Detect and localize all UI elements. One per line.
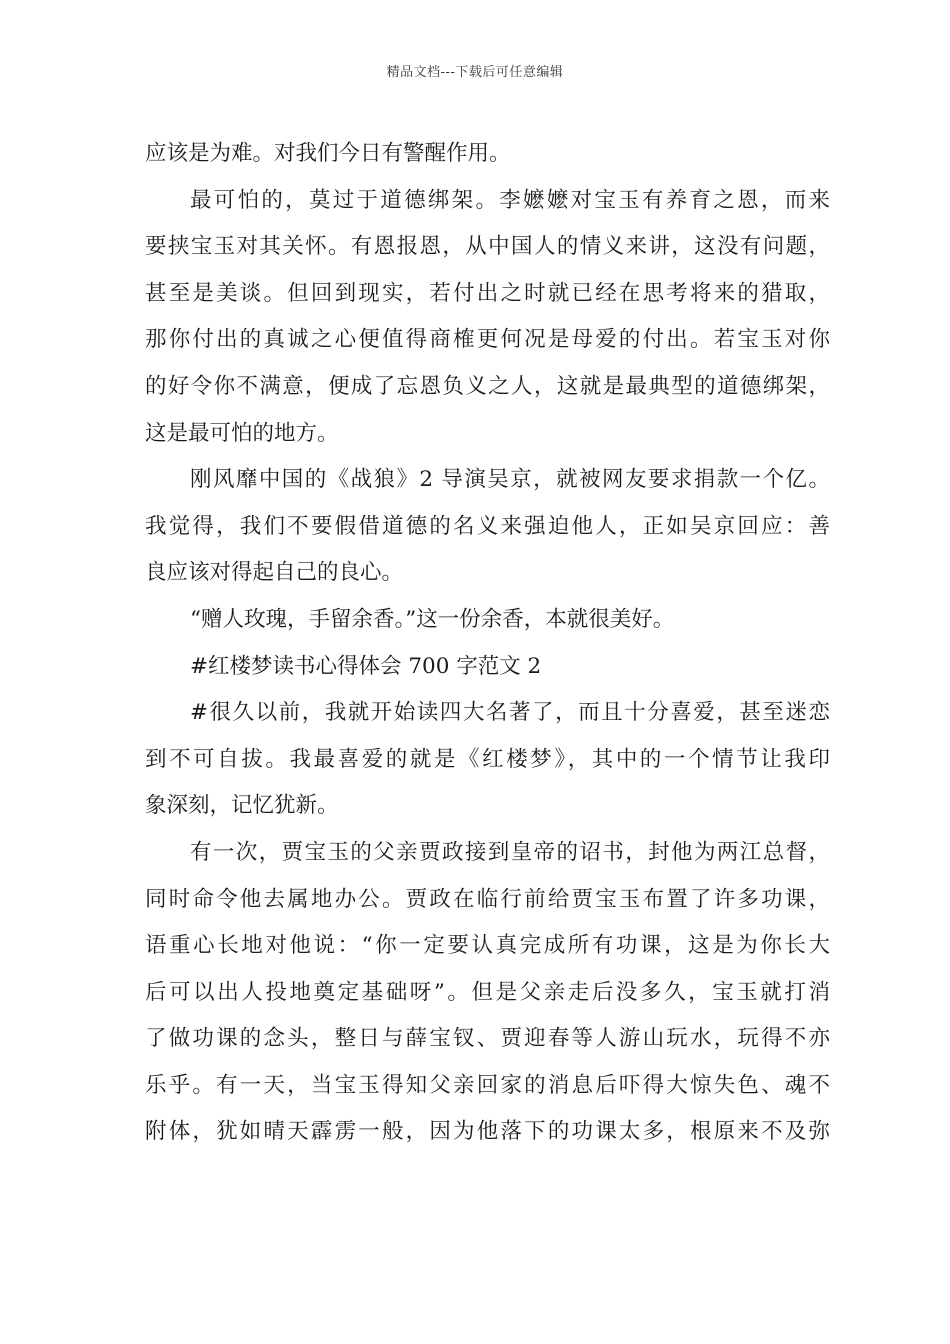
text-line: 有一次，贾宝玉的父亲贾政接到皇帝的诏书，封他为两江总督， <box>190 839 830 865</box>
text-line: 附体，犹如晴天霹雳一般，因为他落下的功课太多，根原来不及弥 <box>145 1119 830 1145</box>
text-line: “赠人玫瑰，手留余香。”这一份余香，本就很美好。 <box>190 606 675 632</box>
page-header: 精品文档---下载后可任意编辑 <box>386 65 564 80</box>
text-line: 乐乎。有一天，当宝玉得知父亲回家的消息后吓得大惊失色、魂不 <box>145 1072 830 1098</box>
text-line: 后可以出人投地奠定基础呀”。但是父亲走后没多久，宝玉就打消 <box>145 979 830 1005</box>
text-line: 象深刻，记忆犹新。 <box>145 793 339 819</box>
text-line: 刚风靡中国的《战狼》2 导演吴京，就被网友要求捐款一个亿。 <box>190 467 830 493</box>
text-line: 同时命令他去属地办公。贾政在临行前给贾宝玉布置了许多功课， <box>145 886 830 912</box>
text-line: #红楼梦读书心得体会 700 字范文 2 <box>190 653 542 679</box>
text-line: 的好令你不满意，便成了忘恩负义之人，这就是最典型的道德绑架， <box>145 373 830 399</box>
document-body <box>145 131 830 1156</box>
text-line: #很久以前，我就开始读四大名著了，而且十分喜爱，甚至迷恋 <box>190 700 830 726</box>
text-line: 了做功课的念头，整日与薛宝钗、贾迎春等人游山玩水，玩得不亦 <box>145 1026 830 1052</box>
text-line: 到不可自拔。我最喜爱的就是《红楼梦》，其中的一个情节让我印 <box>145 746 830 772</box>
text-line: 那你付出的真诚之心便值得商榷更何况是母爱的付出。若宝玉对你 <box>145 327 830 353</box>
text-line: 甚至是美谈。但回到现实，若付出之时就已经在思考将来的猎取， <box>145 280 830 306</box>
text-line: 语重心长地对他说：“你一定要认真完成所有功课，这是为你长大 <box>145 933 830 959</box>
text-line: 良应该对得起自己的良心。 <box>145 560 404 586</box>
text-line: 这是最可怕的地方。 <box>145 420 339 446</box>
text-line: 我觉得，我们不要假借道德的名义来强迫他人，正如吴京回应：善 <box>145 513 830 539</box>
text-line: 要挟宝玉对其关怀。有恩报恩，从中国人的情义来讲，这没有问题， <box>145 234 830 260</box>
text-line: 应该是为难。对我们今日有警醒作用。 <box>145 141 511 166</box>
text-line: 最可怕的，莫过于道德绑架。李嬷嬷对宝玉有养育之恩，而来 <box>190 187 830 213</box>
